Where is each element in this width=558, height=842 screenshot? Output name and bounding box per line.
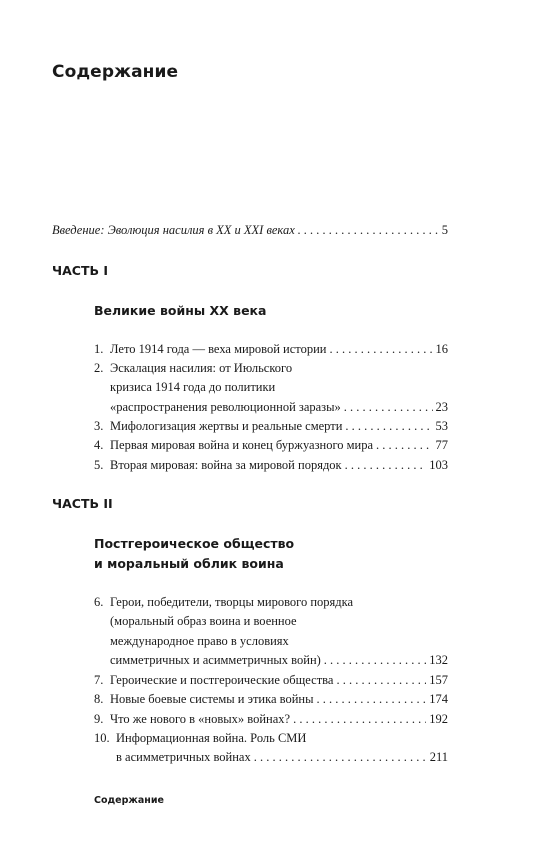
- toc-entry-number: 6.: [94, 595, 104, 609]
- toc-entry-text: Героические и постгероические общества: [110, 673, 334, 687]
- section-heading-line: Постгероическое общество: [94, 536, 295, 551]
- toc-entry-text: Первая мировая война и конец буржуазного мира: [110, 438, 374, 452]
- toc-entry-text: симметричных и асимметричных войн): [110, 653, 321, 668]
- toc-entry-text: Что же нового в «новых» войнах?: [110, 712, 291, 726]
- part-heading: ЧАСТЬ II: [52, 496, 113, 511]
- toc-entry[interactable]: [94, 417, 448, 436]
- toc-entry-text: «распространения революционной заразы»: [110, 399, 341, 414]
- section-heading-line: Великие войны XX века: [94, 303, 267, 318]
- toc-page-number: 77: [435, 438, 448, 452]
- toc-entry-text: Лето 1914 года — веха мировой истории: [110, 342, 327, 356]
- toc-entry-text: Информационная война. Роль СМИ: [116, 731, 307, 745]
- toc-page-number: 157: [429, 673, 448, 687]
- leader-dots: [345, 456, 427, 475]
- toc-entry[interactable]: [94, 671, 448, 690]
- toc-entry-number: 5.: [94, 458, 104, 472]
- running-footer: Содержание: [94, 795, 164, 806]
- toc-entry[interactable]: [94, 690, 448, 709]
- leader-dots: [329, 340, 432, 359]
- leader-dots: [376, 436, 432, 455]
- leader-dots: [324, 651, 426, 670]
- toc-entry[interactable]: [94, 729, 448, 768]
- toc-entry-number: 3.: [94, 419, 104, 433]
- toc-entry[interactable]: [94, 710, 448, 729]
- toc-entry-number: 1.: [94, 342, 104, 356]
- toc-entry-text: кризиса 1914 года до политики: [110, 380, 276, 395]
- toc-entry-number: 4.: [94, 438, 104, 452]
- toc-intro-entry[interactable]: [52, 223, 448, 238]
- toc-page-number: 23: [435, 399, 448, 414]
- leader-dots: [293, 710, 426, 729]
- toc-entry-text: Эскалация насилия: от Июльского: [110, 361, 293, 375]
- part-heading: ЧАСТЬ I: [52, 263, 109, 278]
- section-heading: [94, 301, 266, 321]
- toc-entry-number: 9.: [94, 712, 104, 726]
- page-title: Содержание: [52, 62, 179, 82]
- toc-page-number: 5: [441, 223, 448, 237]
- toc-entry-text: Герои, победители, творцы мирового порядка: [110, 595, 354, 609]
- toc-entry-text: Новые боевые системы и этика войны: [110, 692, 314, 706]
- toc-entry-text: Введение: Эволюция насилия в XX и XXI веках: [52, 223, 295, 237]
- leader-dots: [336, 671, 426, 690]
- toc-entry-number: 2.: [94, 361, 104, 375]
- toc-entry[interactable]: [94, 593, 448, 671]
- toc-entry[interactable]: [94, 456, 448, 475]
- leader-dots: [317, 690, 427, 709]
- section-heading-line: и моральный облик воина: [94, 556, 284, 571]
- leader-dots: [254, 748, 427, 767]
- toc-entry[interactable]: [94, 340, 448, 359]
- leader-dots: [298, 223, 439, 238]
- leader-dots: [344, 398, 433, 417]
- toc-entry-text: Вторая мировая: война за мировой порядок: [110, 458, 342, 472]
- toc-entry[interactable]: [94, 359, 448, 417]
- toc-page-number: 16: [435, 342, 448, 356]
- toc-entry[interactable]: [94, 436, 448, 455]
- toc-page-number: 211: [429, 750, 448, 765]
- toc-page-number: 174: [429, 692, 448, 706]
- toc-entry-number: 10.: [94, 731, 110, 745]
- toc-page-number: 53: [435, 419, 448, 433]
- toc-page-number: 103: [429, 458, 448, 472]
- section-heading: [94, 534, 294, 574]
- toc-page-number: 132: [429, 653, 448, 668]
- leader-dots: [345, 417, 432, 436]
- toc-entry-text: в асимметричных войнах: [116, 750, 251, 765]
- toc-entry-number: 7.: [94, 673, 104, 687]
- toc-entry-number: 8.: [94, 692, 104, 706]
- toc-entry-text: (моральный образ воина и военное: [110, 614, 297, 629]
- toc-entry-text: Мифологизация жертвы и реальные смерти: [110, 419, 343, 433]
- toc-entry-text: международное право в условиях: [110, 633, 289, 648]
- toc-page-number: 192: [429, 712, 448, 726]
